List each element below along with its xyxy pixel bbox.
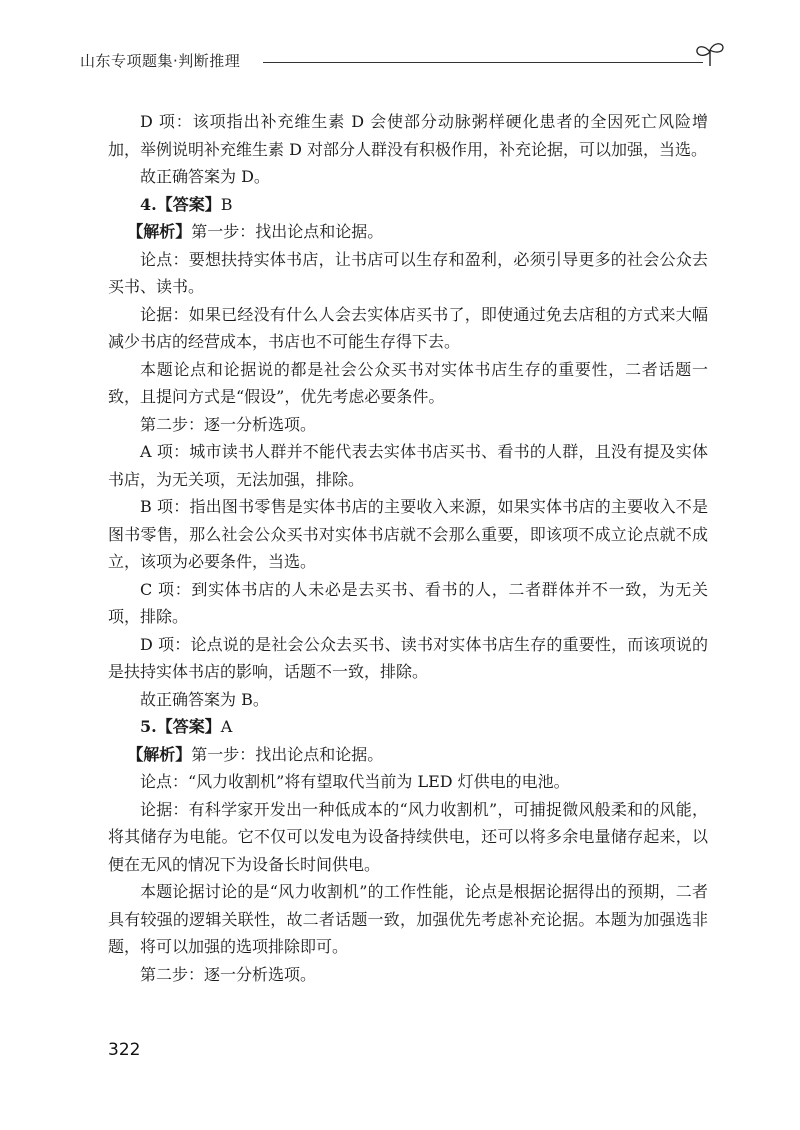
paragraph-d-option-vitamin: D 项：该项指出补充维生素 D 会使部分动脉粥样硬化患者的全因死亡风险增加，举例说明补充维生素 D 对部分人群没有积极作用，补充论据，可以加强，当选。 xyxy=(108,112,708,159)
paragraph-option-a: A 项：城市读书人群并不能代表去实体书店买书、看书的人群，且没有提及实体书店，为无关项，无法加强，排除。 xyxy=(108,442,708,489)
answer-label: 4.【答案】 xyxy=(140,194,221,214)
answer-value: B xyxy=(220,194,233,214)
paragraph-option-c: C 项：到实体书店的人未必是去买书、看书的人，二者群体并不一致，为无关项，排除。 xyxy=(108,579,708,626)
header-title: 山东专项题集·判断推理 xyxy=(80,52,241,70)
analysis-label: 【解析】 xyxy=(127,222,192,241)
paragraph-step2-q5: 第二步：逐一分析选项。 xyxy=(140,964,317,984)
paragraph-conclusion-b: 故正确答案为 B。 xyxy=(140,689,269,709)
paragraph-option-d: D 项：论点说的是社会公众去买书、读书对实体书店生存的重要性，而该项说的是扶持实体书店的影响，话题不一致，排除。 xyxy=(108,634,708,681)
paragraph-topic-consistency: 本题论点和论据说的都是社会公众买书对实体书店生存的重要性，二者话题一致，且提问方式是“假设”，优先考虑必要条件。 xyxy=(108,359,708,406)
page-number: 322 xyxy=(108,1040,141,1060)
paragraph-option-b: B 项：指出图书零售是实体书店的主要收入来源，如果实体书店的主要收入不是图书零售，那么社会公众买书对实体书店就不会那么重要，即该项不成立论点就不成立，该项为必要条件，当选。 xyxy=(108,497,708,571)
question-5-analysis-step1 xyxy=(108,741,708,769)
header-rule xyxy=(263,62,703,63)
paragraph-argument-q5: 论点：“风力收割机”将有望取代当前为 LED 灯供电的电池。 xyxy=(140,772,570,791)
analysis-text: 第一步：找出论点和论据。 xyxy=(191,222,384,241)
analysis-label: 【解析】 xyxy=(127,744,192,764)
paragraph-evidence: 论据：如果已经没有什么人会去实体店买书了，即使通过免去店租的方式来大幅减少书店的经营成本，书店也不可能生存得下去。 xyxy=(108,304,708,351)
paragraph-argument: 论点：要想扶持实体书店，让书店可以生存和盈利，必须引导更多的社会公众去买书、读书。 xyxy=(108,249,708,296)
question-4-answer xyxy=(108,191,708,219)
running-header xyxy=(80,36,730,76)
answer-label: 5.【答案】 xyxy=(140,717,221,736)
paragraph-step2: 第二步：逐一分析选项。 xyxy=(140,414,317,434)
answer-value: A xyxy=(220,717,233,736)
paragraph-topic-q5: 本题论据讨论的是“风力收割机”的工作性能，论点是根据论据得出的预期，二者具有较强的逻辑关联性，故二者话题一致，加强优先考虑补充论据。本题为加强选非题，将可以加强的选项排除即可。 xyxy=(108,882,708,956)
paragraph-conclusion-d: 故正确答案为 D。 xyxy=(140,167,270,186)
sprout-icon xyxy=(692,36,728,72)
question-5-answer xyxy=(108,713,708,741)
answer-explanation-body xyxy=(108,108,708,988)
paragraph-evidence-q5: 论据：有科学家开发出一种低成本的“风力收割机”，可捕捉微风般柔和的风能，将其储存为电能。它不仅可以发电为设备持续供电，还可以将多余电量储存起来，以便在无风的情况下为设备长时间供电。 xyxy=(108,799,708,874)
analysis-text: 第一步：找出论点和论据。 xyxy=(191,744,384,764)
question-4-analysis-step1 xyxy=(108,218,708,246)
